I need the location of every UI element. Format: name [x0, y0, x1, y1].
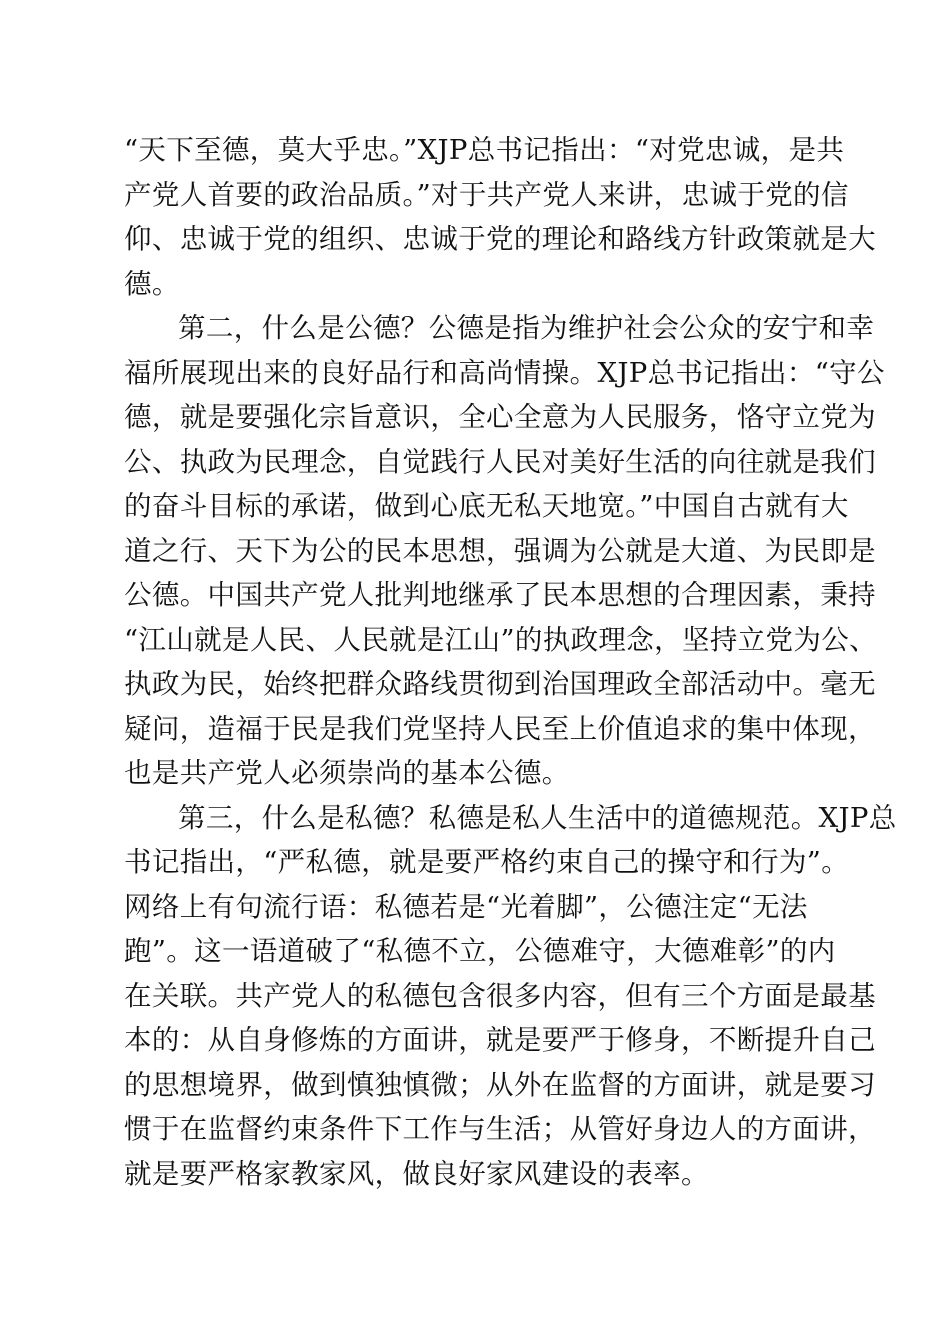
text-line: 德。: [124, 267, 180, 300]
text-line: 书记指出，“严私德，就是要严格约束自己的操守和行为”。: [124, 846, 850, 878]
text-line: 疑问，造福于民是我们党坚持人民至上价值追求的集中体现，: [124, 712, 876, 745]
text-line: 公、执政为民理念，自觉践行人民对美好生活的向往就是我们: [124, 445, 876, 478]
text-line: 跑”。这一语道破了“私德不立，公德难守，大德难彰”的内: [124, 935, 836, 967]
text-line: 在关联。共产党人的私德包含很多内容，但有三个方面是最基: [124, 979, 876, 1012]
paragraph-loyalty: [124, 128, 876, 306]
text-line: 也是共产党人必须崇尚的基本公德。: [124, 757, 570, 789]
text-line: 福所展现出来的良好品行和高尚情操。XJP总书记指出：“守公: [124, 356, 885, 389]
text-line: 第二，什么是公德？公德是指为维护社会公众的安宁和幸: [178, 312, 875, 344]
text-line: 就是要严格家教家风，做良好家风建设的表率。: [124, 1157, 709, 1190]
text-line: 德，就是要强化宗旨意识，全心全意为人民服务，恪守立党为: [124, 401, 876, 433]
paragraph-private-virtue: [124, 796, 897, 1197]
text-line: 公德。中国共产党人批判地继承了民本思想的合理因素，秉持: [124, 579, 876, 611]
text-line: “江山就是人民、人民就是江山”的执政理念，坚持立党为公、: [124, 623, 877, 656]
text-line: 产党人首要的政治品质。”对于共产党人来讲，忠诚于党的信: [124, 178, 849, 211]
text-line: 道之行、天下为公的民本思想，强调为公就是大道、为民即是: [124, 534, 876, 567]
text-line: 的奋斗目标的承诺，做到心底无私天地宽。”中国自古就有大: [124, 490, 849, 522]
text-line: 执政为民，始终把群众路线贯彻到治国理政全部活动中。毫无: [124, 668, 876, 700]
text-line: 网络上有句流行语：私德若是“光着脚”，公德注定“无法: [124, 890, 808, 923]
text-line: “天下至德，莫大乎忠。”XJP总书记指出：“对党忠诚，是共: [124, 134, 845, 166]
text-line: 仰、忠诚于党的组织、忠诚于党的理论和路线方针政策就是大: [124, 223, 876, 255]
text-line: 惯于在监督约束条件下工作与生活；从管好身边人的方面讲，: [124, 1113, 876, 1145]
text-line: 的思想境界，做到慎独慎微；从外在监督的方面讲，就是要习: [124, 1068, 876, 1101]
text-line: 第三，什么是私德？私德是私人生活中的道德规范。XJP总: [178, 801, 897, 834]
document-body: [124, 128, 897, 1196]
text-line: 本的：从自身修炼的方面讲，就是要严于修身，不断提升自己: [124, 1024, 876, 1056]
paragraph-public-virtue: [124, 306, 885, 796]
